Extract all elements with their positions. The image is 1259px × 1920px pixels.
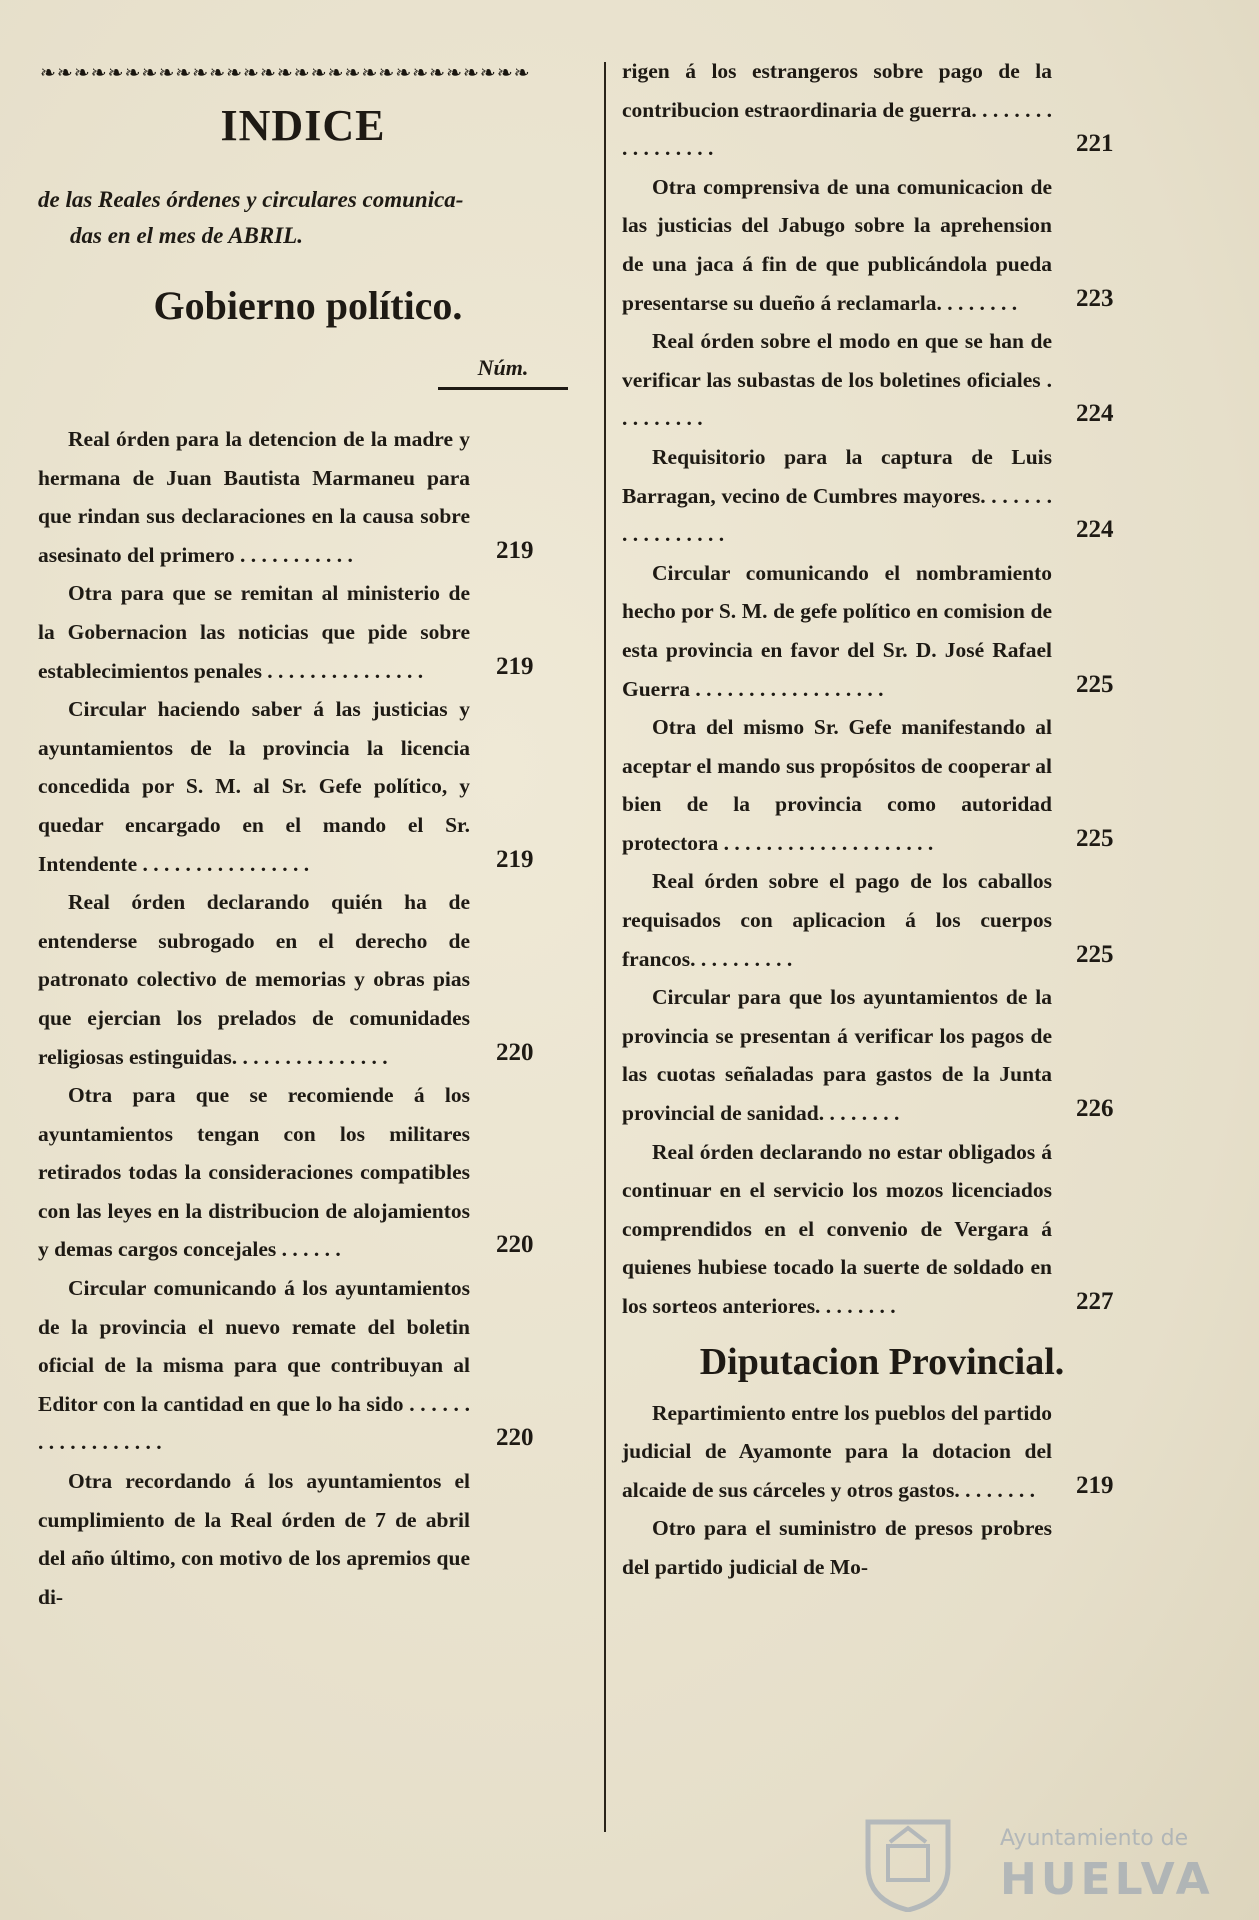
entry-number: 219 <box>496 652 534 680</box>
entry-text: Otro para el suministro de presos probres del partido judicial de Mo- <box>622 1516 1052 1579</box>
index-entry <box>38 1462 470 1616</box>
index-entry <box>38 883 534 1076</box>
entry-text: Real órden sobre el modo en que se han de verificar las subastas de los boletines oficiales . . . . . . . . . <box>622 329 1052 431</box>
index-entry <box>38 1076 534 1269</box>
entry-number: 226 <box>1076 1095 1114 1123</box>
entry-text: Otra recordando á los ayuntamientos el cumplimiento de la Real órden de 7 de abril del año último, con motivo de los apremios que di- <box>38 1469 470 1609</box>
index-entry <box>622 1509 1052 1586</box>
coat-of-arms-icon <box>860 1812 956 1912</box>
watermark-big-text: HUELVA <box>1000 1854 1214 1905</box>
index-entry <box>622 52 1114 168</box>
index-entry <box>622 168 1114 322</box>
right-entries <box>622 52 1142 1587</box>
index-entry <box>622 708 1114 862</box>
column-divider <box>604 62 606 1832</box>
entry-text: Real órden declarando no estar obligados á continuar en el servicio los mozos licenciados comprendidos en el convenio de Vergara á quienes hubiese tocado la suerte de soldado en los sorteos anteriores. . . . . . . . <box>622 1139 1052 1318</box>
section-heading-gobierno: Gobierno político. <box>153 283 463 328</box>
entry-number: 219 <box>1076 1471 1114 1499</box>
section-heading-diputacion: Diputacion Provincial. <box>699 1340 1065 1383</box>
entry-text: Circular comunicando el nombramiento hecho por S. M. de gefe político en comision de esta provincia en favor del Sr. D. José Rafael Guerra . . . . . . . . . . . . . . . . . . <box>622 560 1052 701</box>
index-entry <box>622 978 1114 1132</box>
index-entry <box>622 1133 1114 1326</box>
entry-number: 221 <box>1076 130 1114 158</box>
entry-text: Circular comunicando á los ayuntamientos de la provincia el nuevo remate del boletin oficial de la misma para que contribuyan al Editor con la cantidad en que lo ha sido . . . . . . . . . . . . . . . . . . <box>38 1276 470 1455</box>
entry-text: Otra para que se remitan al ministerio de la Gobernacion las noticias que pide sobre establecimientos penales . . . . . . . . . . . . . . . <box>38 581 470 683</box>
index-entry <box>622 438 1114 554</box>
entry-text: Real órden para la detencion de la madre y hermana de Juan Bautista Marmaneu para que rindan sus declaraciones en la causa sobre asesinato del primero . . . . . . . . . . . <box>38 427 470 567</box>
entry-number: 224 <box>1076 516 1114 544</box>
entry-text: Otra para que se recomiende á los ayuntamientos tengan con los militares retirados todas la consideraciones compatibles con las leyes en la distribucion de alojamientos y demas cargos concejales . . . . . . <box>38 1083 470 1262</box>
index-entry <box>622 322 1114 438</box>
index-entry <box>38 1269 534 1462</box>
entry-number: 223 <box>1076 284 1114 312</box>
entry-text: rigen á los estrangeros sobre pago de la contribucion estraordinaria de guerra. . . . . . . . . . . . . . . . . <box>622 59 1052 161</box>
entry-text: Real órden sobre el pago de los caballos requisados con aplicacion á los cuerpos francos. . . . . . . . . . <box>622 869 1052 971</box>
subtitle-line-1: de las Reales órdenes y circulares comunica- <box>38 187 464 212</box>
entry-text: Otra del mismo Sr. Gefe manifestando al aceptar el mando sus propósitos de cooperar al bien de la provincia como autoridad protectora . . . . . . . . . . . . . . . . . . . . <box>622 715 1052 855</box>
entry-number: 224 <box>1076 400 1114 428</box>
watermark-small-text: Ayuntamiento de <box>1000 1826 1189 1851</box>
index-entry <box>622 862 1114 978</box>
index-entry <box>38 574 534 690</box>
subtitle-line-2: das en el mes de ABRIL. <box>70 223 303 248</box>
entry-number: 225 <box>1076 670 1114 698</box>
number-column-header: Núm. <box>438 355 568 390</box>
entry-text: Real órden declarando quién ha de entenderse subrogado en el derecho de patronato colectivo de memorias y obras pias que ejercian los prelados de comunidades religiosas estinguidas. . . . . . . . . . . . . . . <box>38 890 470 1069</box>
index-entry <box>38 420 534 574</box>
entry-text: Circular haciendo saber á las justicias y ayuntamientos de la provincia la licencia concedida por S. M. al Sr. Gefe político, y quedar encargado en el mando el Sr. Intendente . . . . . . . . . . . . . . . . <box>38 697 470 876</box>
entry-number: 225 <box>1076 824 1114 852</box>
entry-text: Repartimiento entre los pueblos del partido judicial de Ayamonte para la dotacion del alcaide de sus cárceles y otros gastos. . . . . . . . <box>622 1400 1052 1502</box>
entry-text: Otra comprensiva de una comunicacion de las justicias del Jabugo sobre la aprehension de una jaca á fin de que publicándola pueda presentarse su dueño á reclamarla. . . . . . . . <box>622 174 1052 315</box>
index-entry <box>622 1394 1114 1510</box>
ornament-border: ❧❧❧❧❧❧❧❧❧❧❧❧❧❧❧❧❧❧❧❧❧❧❧❧❧❧❧❧❧ <box>40 62 531 84</box>
entry-text: Requisitorio para la captura de Luis Barragan, vecino de Cumbres mayores. . . . . . . . . . . . . . . . . <box>622 444 1052 547</box>
entry-number: 225 <box>1076 940 1114 968</box>
page-title: INDICE <box>220 101 386 150</box>
entry-number: 227 <box>1076 1288 1114 1315</box>
index-entry <box>622 554 1114 708</box>
subtitle <box>38 182 578 254</box>
index-entry <box>38 690 534 883</box>
entry-text: Circular para que los ayuntamientos de la provincia se presentan á verificar los pagos de las cuotas señaladas para gastos de la Junta provincial de sanidad. . . . . . . . <box>622 985 1052 1126</box>
entry-number: 219 <box>496 845 534 873</box>
watermark <box>860 1812 1214 1912</box>
entry-number: 220 <box>496 1231 534 1259</box>
left-entries <box>38 420 594 1616</box>
entry-number: 219 <box>496 536 534 564</box>
entry-number: 220 <box>496 1424 534 1452</box>
entry-number: 220 <box>496 1038 534 1066</box>
